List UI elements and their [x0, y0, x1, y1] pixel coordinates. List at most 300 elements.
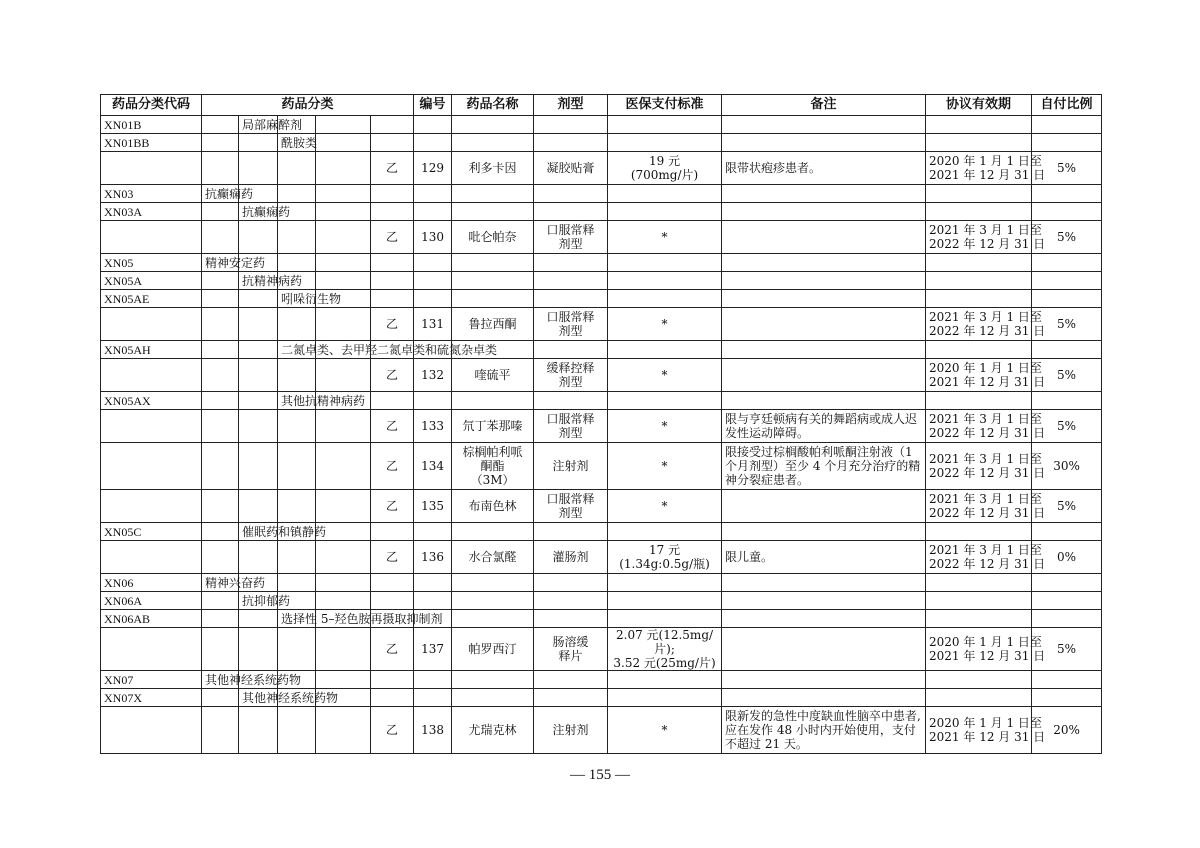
drug-self-pay-ratio: 5% — [1032, 490, 1102, 523]
drug-remarks: 限新发的急性中度缺血性脑卒中患者,应在发作 48 小时内开始使用，支付不超过 21 天。 — [722, 707, 926, 754]
empty-cell — [926, 671, 1032, 689]
category-label: 其他神经系统药物 — [239, 689, 278, 707]
empty-cell — [202, 410, 239, 443]
drug-name: 布南色林 — [452, 490, 534, 523]
empty-cell — [534, 689, 608, 707]
empty-cell — [239, 392, 278, 410]
empty-cell — [452, 134, 534, 152]
empty-cell — [278, 574, 316, 592]
empty-cell — [722, 272, 926, 290]
category-row — [101, 290, 1102, 308]
empty-cell — [534, 116, 608, 134]
empty-cell — [534, 592, 608, 610]
empty-cell — [414, 689, 452, 707]
empty-cell — [202, 628, 239, 671]
empty-cell — [316, 628, 371, 671]
empty-cell — [239, 443, 278, 490]
drug-row — [101, 490, 1102, 523]
drug-number: 137 — [414, 628, 452, 671]
empty-cell — [316, 541, 371, 574]
empty-cell — [316, 490, 371, 523]
drug-self-pay-ratio: 5% — [1032, 628, 1102, 671]
drug-validity: 2021 年 3 月 1 日至 2022 年 12 月 31 日 — [926, 490, 1032, 523]
empty-cell — [414, 671, 452, 689]
drug-dosage-form: 口服常释 剂型 — [534, 490, 608, 523]
drug-dosage-form: 灌肠剂 — [534, 541, 608, 574]
drug-row — [101, 221, 1102, 254]
category-row — [101, 592, 1102, 610]
empty-cell — [722, 290, 926, 308]
empty-cell — [452, 523, 534, 541]
category-label: 酰胺类 — [278, 134, 316, 152]
empty-cell — [452, 272, 534, 290]
category-label: 抗抑郁药 — [239, 592, 278, 610]
empty-cell — [608, 203, 722, 221]
category-code: XN06A — [101, 592, 202, 610]
drug-grade: 乙 — [371, 541, 414, 574]
empty-cell — [452, 116, 534, 134]
empty-cell — [371, 392, 414, 410]
empty-cell — [202, 541, 239, 574]
empty-cell — [202, 490, 239, 523]
category-code: XN05A — [101, 272, 202, 290]
empty-cell — [722, 592, 926, 610]
drug-payment-standard: * — [608, 308, 722, 341]
empty-cell — [926, 341, 1032, 359]
page-number: — 155 — — [570, 767, 630, 783]
empty-cell — [202, 272, 239, 290]
empty-cell — [371, 689, 414, 707]
empty-cell — [1032, 203, 1102, 221]
empty-cell — [371, 523, 414, 541]
drug-number: 133 — [414, 410, 452, 443]
empty-cell — [316, 592, 371, 610]
empty-cell — [371, 254, 414, 272]
empty-cell — [202, 523, 239, 541]
empty-cell — [926, 290, 1032, 308]
empty-cell — [926, 392, 1032, 410]
empty-cell — [316, 410, 371, 443]
empty-cell — [202, 689, 239, 707]
drug-remarks: 限儿童。 — [722, 541, 926, 574]
drug-validity: 2020 年 1 月 1 日至 2021 年 12 月 31 日 — [926, 628, 1032, 671]
empty-cell — [534, 272, 608, 290]
empty-cell — [278, 707, 316, 754]
empty-cell — [722, 671, 926, 689]
empty-cell — [608, 272, 722, 290]
drug-self-pay-ratio: 5% — [1032, 152, 1102, 185]
category-code: XN05 — [101, 254, 202, 272]
drug-remarks: 限带状疱疹患者。 — [722, 152, 926, 185]
drug-validity: 2020 年 1 月 1 日至 2021 年 12 月 31 日 — [926, 152, 1032, 185]
category-code: XN06 — [101, 574, 202, 592]
empty-cell — [926, 574, 1032, 592]
empty-cell — [608, 392, 722, 410]
empty-cell — [534, 610, 608, 628]
empty-cell — [414, 523, 452, 541]
drug-validity: 2021 年 3 月 1 日至 2022 年 12 月 31 日 — [926, 221, 1032, 254]
empty-cell — [278, 221, 316, 254]
empty-cell — [608, 574, 722, 592]
empty-cell — [278, 410, 316, 443]
empty-cell — [608, 134, 722, 152]
empty-cell — [534, 134, 608, 152]
empty-cell — [202, 359, 239, 392]
empty-cell — [239, 308, 278, 341]
drug-name: 鲁拉西酮 — [452, 308, 534, 341]
drug-payment-standard: * — [608, 221, 722, 254]
empty-cell — [202, 610, 239, 628]
empty-cell — [371, 203, 414, 221]
empty-cell — [722, 254, 926, 272]
empty-cell — [239, 628, 278, 671]
empty-cell — [239, 341, 278, 359]
empty-cell — [608, 689, 722, 707]
category-label: 二氮卓类、去甲羟二氮卓类和硫氮杂卓类 — [278, 341, 316, 359]
drug-grade: 乙 — [371, 443, 414, 490]
empty-cell — [202, 443, 239, 490]
empty-cell — [926, 134, 1032, 152]
empty-cell — [202, 341, 239, 359]
empty-cell — [101, 707, 202, 754]
drug-row — [101, 541, 1102, 574]
empty-cell — [239, 410, 278, 443]
empty-cell — [608, 671, 722, 689]
empty-cell — [101, 541, 202, 574]
empty-cell — [452, 689, 534, 707]
empty-cell — [926, 116, 1032, 134]
empty-cell — [608, 610, 722, 628]
empty-cell — [926, 272, 1032, 290]
drug-payment-standard: * — [608, 410, 722, 443]
category-code: XN05AH — [101, 341, 202, 359]
drug-remarks — [722, 221, 926, 254]
category-label: 局部麻醉剂 — [239, 116, 278, 134]
empty-cell — [534, 523, 608, 541]
drug-row — [101, 152, 1102, 185]
empty-cell — [371, 116, 414, 134]
drug-name: 尤瑞克林 — [452, 707, 534, 754]
drug-grade: 乙 — [371, 359, 414, 392]
drug-validity: 2020 年 1 月 1 日至 2021 年 12 月 31 日 — [926, 707, 1032, 754]
empty-cell — [202, 152, 239, 185]
drug-row — [101, 308, 1102, 341]
drug-number: 129 — [414, 152, 452, 185]
empty-cell — [316, 254, 371, 272]
drug-number: 131 — [414, 308, 452, 341]
drug-validity: 2020 年 1 月 1 日至 2021 年 12 月 31 日 — [926, 359, 1032, 392]
drug-number: 138 — [414, 707, 452, 754]
empty-cell — [101, 359, 202, 392]
drug-payment-standard: * — [608, 443, 722, 490]
category-label: 精神安定药 — [202, 254, 239, 272]
empty-cell — [316, 152, 371, 185]
drug-self-pay-ratio: 5% — [1032, 308, 1102, 341]
empty-cell — [371, 272, 414, 290]
empty-cell — [452, 203, 534, 221]
drug-grade: 乙 — [371, 221, 414, 254]
empty-cell — [452, 671, 534, 689]
category-code: XN01B — [101, 116, 202, 134]
drug-list-table — [100, 94, 1102, 754]
empty-cell — [316, 134, 371, 152]
empty-cell — [608, 116, 722, 134]
empty-cell — [202, 308, 239, 341]
empty-cell — [722, 116, 926, 134]
category-code: XN06AB — [101, 610, 202, 628]
empty-cell — [316, 671, 371, 689]
category-row — [101, 574, 1102, 592]
category-code: XN07X — [101, 689, 202, 707]
empty-cell — [414, 254, 452, 272]
empty-cell — [1032, 592, 1102, 610]
category-label: 催眠药和镇静药 — [239, 523, 278, 541]
empty-cell — [414, 574, 452, 592]
empty-cell — [316, 116, 371, 134]
drug-self-pay-ratio: 30% — [1032, 443, 1102, 490]
empty-cell — [371, 592, 414, 610]
empty-cell — [722, 610, 926, 628]
empty-cell — [414, 592, 452, 610]
drug-payment-standard: * — [608, 359, 722, 392]
drug-dosage-form: 注射剂 — [534, 707, 608, 754]
category-row — [101, 610, 1102, 628]
drug-self-pay-ratio: 5% — [1032, 359, 1102, 392]
empty-cell — [101, 308, 202, 341]
drug-dosage-form: 肠溶缓 释片 — [534, 628, 608, 671]
category-code: XN03 — [101, 185, 202, 203]
empty-cell — [316, 707, 371, 754]
empty-cell — [414, 290, 452, 308]
drug-remarks: 限与亨廷顿病有关的舞蹈病或成人迟发性运动障碍。 — [722, 410, 926, 443]
empty-cell — [722, 689, 926, 707]
empty-cell — [316, 574, 371, 592]
drug-dosage-form: 缓释控释 剂型 — [534, 359, 608, 392]
drug-dosage-form: 口服常释 剂型 — [534, 410, 608, 443]
drug-dosage-form: 注射剂 — [534, 443, 608, 490]
empty-cell — [371, 290, 414, 308]
empty-cell — [101, 221, 202, 254]
drug-payment-standard: 2.07 元(12.5mg/片); 3.52 元(25mg/片) — [608, 628, 722, 671]
category-label: 其他神经系统药物 — [202, 671, 239, 689]
empty-cell — [371, 574, 414, 592]
empty-cell — [278, 185, 316, 203]
drug-validity: 2021 年 3 月 1 日至 2022 年 12 月 31 日 — [926, 541, 1032, 574]
category-label: 精神兴奋药 — [202, 574, 239, 592]
category-row — [101, 116, 1102, 134]
drug-self-pay-ratio: 0% — [1032, 541, 1102, 574]
empty-cell — [278, 308, 316, 341]
header-category: 药品分类 — [202, 95, 414, 116]
empty-cell — [534, 392, 608, 410]
drug-name: 氘丁苯那嗪 — [452, 410, 534, 443]
drug-dosage-form: 凝胶贴膏 — [534, 152, 608, 185]
empty-cell — [278, 490, 316, 523]
empty-cell — [926, 610, 1032, 628]
drug-self-pay-ratio: 5% — [1032, 410, 1102, 443]
category-code: XN01BB — [101, 134, 202, 152]
empty-cell — [926, 254, 1032, 272]
drug-row — [101, 410, 1102, 443]
empty-cell — [278, 443, 316, 490]
drug-number: 132 — [414, 359, 452, 392]
empty-cell — [278, 359, 316, 392]
drug-grade: 乙 — [371, 308, 414, 341]
category-row — [101, 341, 1102, 359]
drug-number: 130 — [414, 221, 452, 254]
drug-dosage-form: 口服常释 剂型 — [534, 308, 608, 341]
empty-cell — [452, 592, 534, 610]
empty-cell — [278, 152, 316, 185]
empty-cell — [414, 392, 452, 410]
drug-validity: 2021 年 3 月 1 日至 2022 年 12 月 31 日 — [926, 308, 1032, 341]
empty-cell — [101, 628, 202, 671]
drug-number: 134 — [414, 443, 452, 490]
empty-cell — [1032, 671, 1102, 689]
empty-cell — [608, 254, 722, 272]
category-row — [101, 689, 1102, 707]
empty-cell — [316, 359, 371, 392]
empty-cell — [202, 392, 239, 410]
empty-cell — [722, 134, 926, 152]
drug-payment-standard: 17 元 (1.34g:0.5g/瓶) — [608, 541, 722, 574]
header-name: 药品名称 — [452, 95, 534, 116]
empty-cell — [1032, 341, 1102, 359]
empty-cell — [452, 290, 534, 308]
category-row — [101, 185, 1102, 203]
category-label: 吲哚衍生物 — [278, 290, 316, 308]
empty-cell — [278, 541, 316, 574]
drug-dosage-form: 口服常释 剂型 — [534, 221, 608, 254]
category-label: 其他抗精神病药 — [278, 392, 316, 410]
header-dosage-form: 剂型 — [534, 95, 608, 116]
empty-cell — [926, 523, 1032, 541]
empty-cell — [452, 392, 534, 410]
drug-row — [101, 359, 1102, 392]
empty-cell — [534, 290, 608, 308]
category-code: XN03A — [101, 203, 202, 221]
empty-cell — [1032, 116, 1102, 134]
category-code: XN05AX — [101, 392, 202, 410]
drug-self-pay-ratio: 20% — [1032, 707, 1102, 754]
empty-cell — [316, 203, 371, 221]
empty-cell — [722, 185, 926, 203]
empty-cell — [608, 185, 722, 203]
empty-cell — [722, 392, 926, 410]
empty-cell — [926, 689, 1032, 707]
empty-cell — [316, 443, 371, 490]
empty-cell — [316, 272, 371, 290]
empty-cell — [1032, 272, 1102, 290]
empty-cell — [1032, 689, 1102, 707]
empty-cell — [534, 185, 608, 203]
empty-cell — [452, 610, 534, 628]
empty-cell — [239, 359, 278, 392]
header-payment-standard: 医保支付标准 — [608, 95, 722, 116]
empty-cell — [452, 185, 534, 203]
drug-name: 帕罗西汀 — [452, 628, 534, 671]
empty-cell — [534, 254, 608, 272]
category-row — [101, 392, 1102, 410]
category-row — [101, 272, 1102, 290]
empty-cell — [722, 203, 926, 221]
empty-cell — [239, 134, 278, 152]
drug-remarks: 限接受过棕榈酸帕利哌酮注射液（1 个月剂型）至少 4 个月充分治疗的精神分裂症患者。 — [722, 443, 926, 490]
category-label: 抗癫痫药 — [239, 203, 278, 221]
category-row — [101, 134, 1102, 152]
empty-cell — [371, 671, 414, 689]
empty-cell — [608, 592, 722, 610]
header-code: 药品分类代码 — [101, 95, 202, 116]
header-validity: 协议有效期 — [926, 95, 1032, 116]
category-label: 抗精神病药 — [239, 272, 278, 290]
empty-cell — [278, 254, 316, 272]
drug-row — [101, 443, 1102, 490]
empty-cell — [316, 221, 371, 254]
empty-cell — [101, 410, 202, 443]
drug-grade: 乙 — [371, 628, 414, 671]
empty-cell — [608, 523, 722, 541]
empty-cell — [101, 152, 202, 185]
category-label: 抗癫痫药 — [202, 185, 239, 203]
empty-cell — [202, 134, 239, 152]
category-row — [101, 523, 1102, 541]
empty-cell — [239, 221, 278, 254]
empty-cell — [278, 628, 316, 671]
empty-cell — [1032, 574, 1102, 592]
empty-cell — [1032, 392, 1102, 410]
category-label: 选择性 5–羟色胺再摄取抑制剂 — [278, 610, 316, 628]
empty-cell — [534, 341, 608, 359]
category-row — [101, 203, 1102, 221]
drug-number: 136 — [414, 541, 452, 574]
empty-cell — [1032, 523, 1102, 541]
drug-grade: 乙 — [371, 152, 414, 185]
drug-grade: 乙 — [371, 707, 414, 754]
drug-name: 喹硫平 — [452, 359, 534, 392]
drug-remarks — [722, 308, 926, 341]
empty-cell — [414, 185, 452, 203]
empty-cell — [239, 541, 278, 574]
empty-cell — [316, 185, 371, 203]
header-self-pay: 自付比例 — [1032, 95, 1102, 116]
drug-payment-standard: * — [608, 707, 722, 754]
category-code: XN05AE — [101, 290, 202, 308]
drug-remarks — [722, 490, 926, 523]
drug-row — [101, 707, 1102, 754]
category-row — [101, 671, 1102, 689]
empty-cell — [371, 134, 414, 152]
drug-payment-standard: * — [608, 490, 722, 523]
empty-cell — [239, 152, 278, 185]
empty-cell — [452, 254, 534, 272]
empty-cell — [926, 592, 1032, 610]
empty-cell — [1032, 185, 1102, 203]
drug-name: 吡仑帕奈 — [452, 221, 534, 254]
empty-cell — [608, 290, 722, 308]
empty-cell — [239, 490, 278, 523]
drug-grade: 乙 — [371, 490, 414, 523]
drug-number: 135 — [414, 490, 452, 523]
header-remarks: 备注 — [722, 95, 926, 116]
empty-cell — [1032, 290, 1102, 308]
empty-cell — [534, 203, 608, 221]
empty-cell — [1032, 610, 1102, 628]
drug-row — [101, 628, 1102, 671]
drug-payment-standard: 19 元 (700mg/片) — [608, 152, 722, 185]
empty-cell — [926, 185, 1032, 203]
category-code: XN07 — [101, 671, 202, 689]
